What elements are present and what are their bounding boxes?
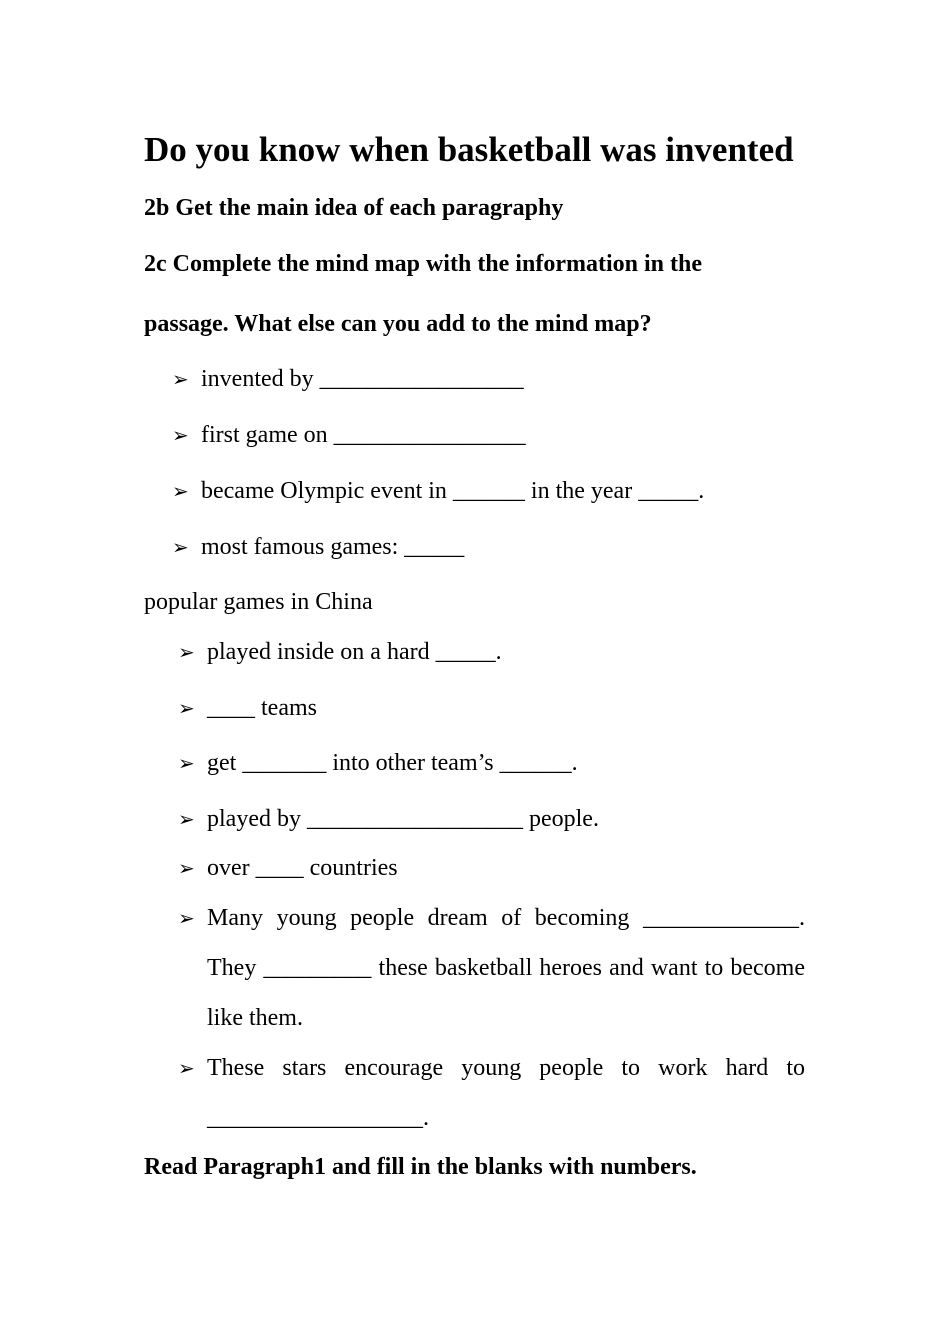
arrow-bullet-icon: ➢ [172,367,189,391]
arrow-bullet-icon: ➢ [178,906,195,930]
page-title: Do you know when basketball was invented [144,130,794,169]
history-item-text: invented by _________________ [201,366,524,392]
long-item-text: Many young people dream of becoming _____________. They _________ these basketball heroes and want to become like them. [207,905,805,1031]
long-item-encourage [178,1043,805,1143]
arrow-bullet-icon: ➢ [178,696,195,720]
arrow-bullet-icon: ➢ [172,535,189,559]
arrow-bullet-icon: ➢ [178,751,195,775]
arrow-bullet-icon: ➢ [178,807,195,831]
section-2c-heading-line-1: 2c Complete the mind map with the information in the [144,251,702,277]
long-item-text: These stars encourage young people to work hard to __________________. [207,1055,805,1131]
section-2c-heading-line-2: passage. What else can you add to the mind map? [144,311,652,337]
china-item-text: over ____ countries [207,855,398,881]
arrow-bullet-icon: ➢ [172,479,189,503]
arrow-bullet-icon: ➢ [178,640,195,664]
arrow-bullet-icon: ➢ [172,423,189,447]
history-item-text: became Olympic event in ______ in the year _____. [201,478,705,504]
history-item-text: most famous games: _____ [201,534,465,560]
china-item-text: played by __________________ people. [207,806,599,832]
arrow-bullet-icon: ➢ [178,1056,195,1080]
arrow-bullet-icon: ➢ [178,856,195,880]
history-item-text: first game on ________________ [201,422,526,448]
china-item-text: get _______ into other team’s ______. [207,750,578,776]
long-item-dream [178,893,805,1043]
china-item-text: played inside on a hard _____. [207,639,502,665]
china-label: popular games in China [144,589,373,615]
section-2b-heading: 2b Get the main idea of each paragraphy [144,195,564,221]
china-item-text: ____ teams [207,695,317,721]
read-instruction: Read Paragraph1 and fill in the blanks with numbers. [144,1154,697,1180]
